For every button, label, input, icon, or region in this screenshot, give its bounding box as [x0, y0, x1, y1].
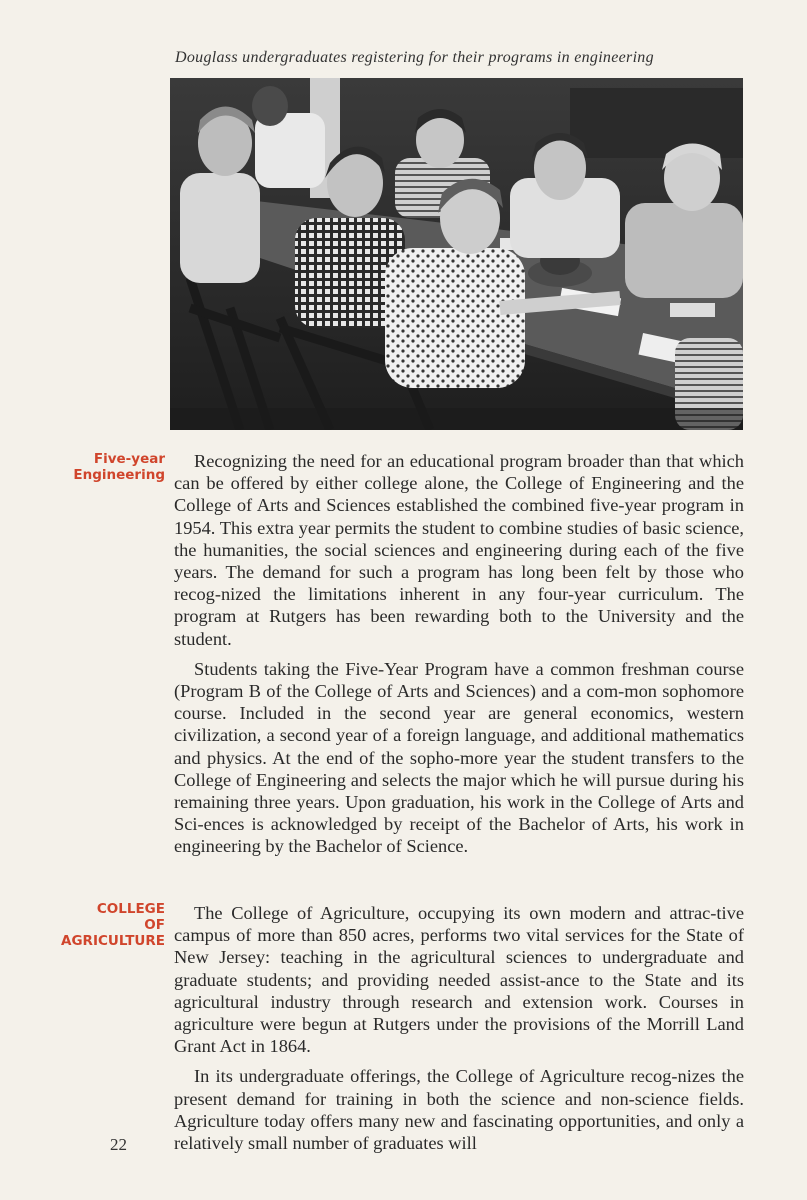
- paragraph: The College of Agriculture, occupying its own modern and attrac-tive campus of more than 850 acres, performs two vital services for the State of New Jersey: teaching in the agricultural sciences to undergraduate and graduate students; and providing needed assist-ance to the State and its agricultural industry through research and extension work. Courses in agriculture were begun at Rutgers under the provisions of the Morrill Land Grant Act in 1864.: [174, 903, 744, 1057]
- paragraph: In its undergraduate offerings, the College of Agriculture recog-nizes the present demand for training in both the science and non-science fields. Agriculture today offers many new and fascinating opportunities, and only a relatively small number of graduates will: [174, 1066, 744, 1154]
- margin-heading-line: OF: [144, 917, 165, 933]
- margin-heading-line: Five-year: [93, 451, 165, 467]
- margin-heading-line: COLLEGE: [96, 901, 165, 917]
- margin-heading-five-year-engineering: [73, 451, 165, 483]
- photograph: [170, 78, 743, 430]
- photo-illustration: [170, 78, 743, 430]
- margin-heading-line: Engineering: [73, 467, 165, 483]
- paragraph: Recognizing the need for an educational program broader than that which can be offered by either college alone, the College of Engineering and the College of Arts and Sciences established the combined five-year program in 1954. This extra year permits the student to combine studies of basic science, the humanities, the social sciences and engineering during each of the five years. The demand for such a program has long been felt by those who recog-nized the limitations inherent in any four-year curriculum. The program at Rutgers has been rewarding both to the University and the student.: [174, 451, 744, 649]
- margin-heading-college-of-agriculture: [61, 901, 165, 949]
- section-five-year-engineering: [174, 450, 744, 866]
- photo-caption: Douglass undergraduates registering for their programs in engineering: [175, 49, 654, 66]
- paragraph: Students taking the Five-Year Program have a common freshman course (Program B of the College of Arts and Sciences) and a com-mon sophomore course. Included in the second year are general economics, western civilization, a second year of a foreign language, and additional mathematics and physics. At the end of the sopho-more year the student transfers to the College of Engineering and selects the major which he will pursue during his remaining three years. Upon graduation, his work in the College of Arts and Sci-ences is acknowledged by receipt of the Bachelor of Arts, his work in engineering by the Bachelor of Science.: [174, 658, 744, 857]
- section-college-of-agriculture: [174, 902, 744, 1162]
- page-number: 22: [110, 1135, 127, 1154]
- margin-heading-line: AGRICULTURE: [61, 933, 165, 949]
